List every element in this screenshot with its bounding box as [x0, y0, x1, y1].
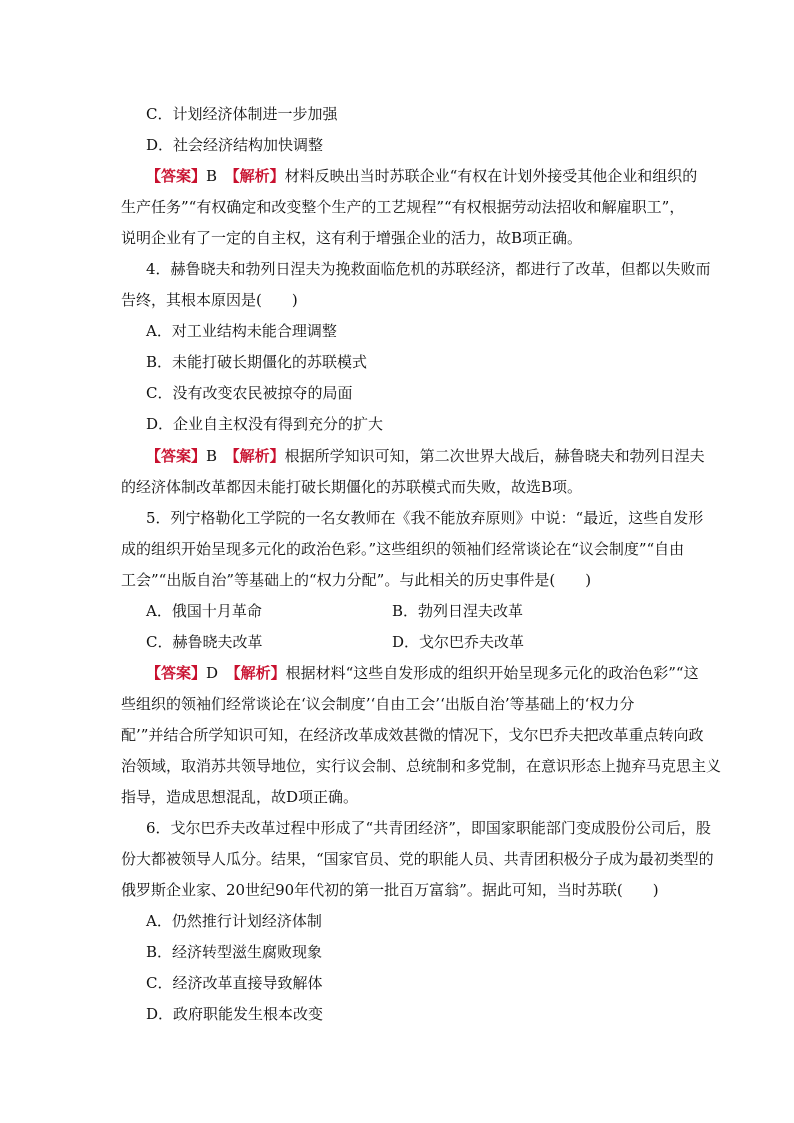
q6-option-d: D．政府职能发生根本改变 [146, 1005, 324, 1023]
q4-option-a: A．对工业结构未能合理调整 [146, 322, 337, 340]
analysis-tag: 【解析】 [232, 167, 285, 185]
answer-tag: 【答案】 [146, 167, 207, 185]
q4-option-d: D．企业自主权没有得到充分的扩大 [146, 415, 384, 433]
q4-option-b: B．未能打破长期僵化的苏联模式 [146, 353, 368, 371]
q4-option-c: C．没有改变农民被掠夺的局面 [146, 384, 353, 402]
q3-analysis-line-3: 说明企业有了一定的自主权，这有利于增强企业的活力，故B项正确。 [121, 229, 583, 247]
q5-analysis-line-4: 治领域，取消苏共领导地位，实行议会制、总统制和多党制，在意识形态上抛弃马克思主义 [121, 757, 722, 775]
analysis-text: 根据材料“这些自发形成的组织开始呈现多元化的政治色彩”“这 [285, 664, 699, 682]
q3-analysis-line-2: 生产任务”“有权确定和改变整个生产的工艺规程”“有权根据劳动法招收和解雇职工”， [121, 198, 685, 216]
answer-letter: D [206, 664, 219, 682]
answer-tag: 【答案】 [146, 664, 207, 682]
q5-option-b: B．勃列日涅夫改革 [392, 602, 524, 620]
q5-stem-line-3: 工会”“出版自治”等基础上的“权力分配”。与此相关的历史事件是( ) [121, 571, 592, 589]
q6-stem-line-2: 份大都被领导人瓜分。结果，“国家官员、党的职能人员、共青团积极分子成为最初类型的 [121, 850, 714, 868]
q6-option-c: C．经济改革直接导致解体 [146, 974, 323, 992]
q6-stem-line-1: 6．戈尔巴乔夫改革过程中形成了“共青团经济”，即国家职能部门变成股份公司后，股 [146, 819, 711, 837]
q5-analysis-line-3: 配’”并结合所学知识可知，在经济改革成效甚微的情况下，戈尔巴乔夫把改革重点转向政 [121, 726, 704, 744]
q4-stem-line-2: 告终，其根本原因是( ) [121, 291, 298, 309]
q4-answer-line [146, 446, 706, 466]
q4-stem-line-1: 4．赫鲁晓夫和勃列日涅夫为挽救面临危机的苏联经济，都进行了改革，但都以失败而 [146, 260, 711, 278]
q3-option-c: C．计划经济体制进一步加强 [146, 105, 338, 123]
answer-tag: 【答案】 [146, 447, 207, 465]
q6-option-b: B．经济转型滋生腐败现象 [146, 943, 323, 961]
analysis-tag: 【解析】 [233, 664, 286, 682]
q5-stem-line-1: 5．列宁格勒化工学院的一名女教师在《我不能放弃原则》中说：“最近，这些自发形 [146, 509, 704, 527]
q5-option-c: C．赫鲁晓夫改革 [146, 633, 263, 651]
q6-stem-line-3: 俄罗斯企业家、20世纪90年代初的第一批百万富翁”。据此可知，当时苏联( ) [121, 881, 659, 899]
q6-option-a: A．仍然推行计划经济体制 [146, 912, 322, 930]
answer-letter: B [206, 447, 218, 465]
q4-analysis-line-2: 的经济体制改革都因未能打破长期僵化的苏联模式而失败，故选B项。 [121, 478, 583, 496]
analysis-text: 材料反映出当时苏联企业“有权在计划外接受其他企业和组织的 [284, 167, 698, 185]
q3-answer-line [146, 166, 706, 186]
q5-stem-line-2: 成的组织开始呈现多元化的政治色彩。”这些组织的领袖们经常谈论在“议会制度”“自由 [121, 540, 685, 558]
q5-analysis-line-2: 些组织的领袖们经常谈论在‘议会制度’‘自由工会’‘出版自治’等基础上的‘权力分 [121, 695, 635, 713]
answer-letter: B [206, 167, 218, 185]
q5-analysis-line-5: 指导，造成思想混乱，故D项正确。 [121, 788, 359, 806]
analysis-text: 根据所学知识可知，第二次世界大战后，赫鲁晓夫和勃列日涅夫 [284, 447, 705, 465]
analysis-tag: 【解析】 [232, 447, 285, 465]
q5-option-d: D．戈尔巴乔夫改革 [392, 633, 525, 651]
q5-option-a: A．俄国十月革命 [146, 602, 262, 620]
q5-answer-line [146, 663, 706, 683]
q3-option-d: D．社会经济结构加快调整 [146, 136, 324, 154]
